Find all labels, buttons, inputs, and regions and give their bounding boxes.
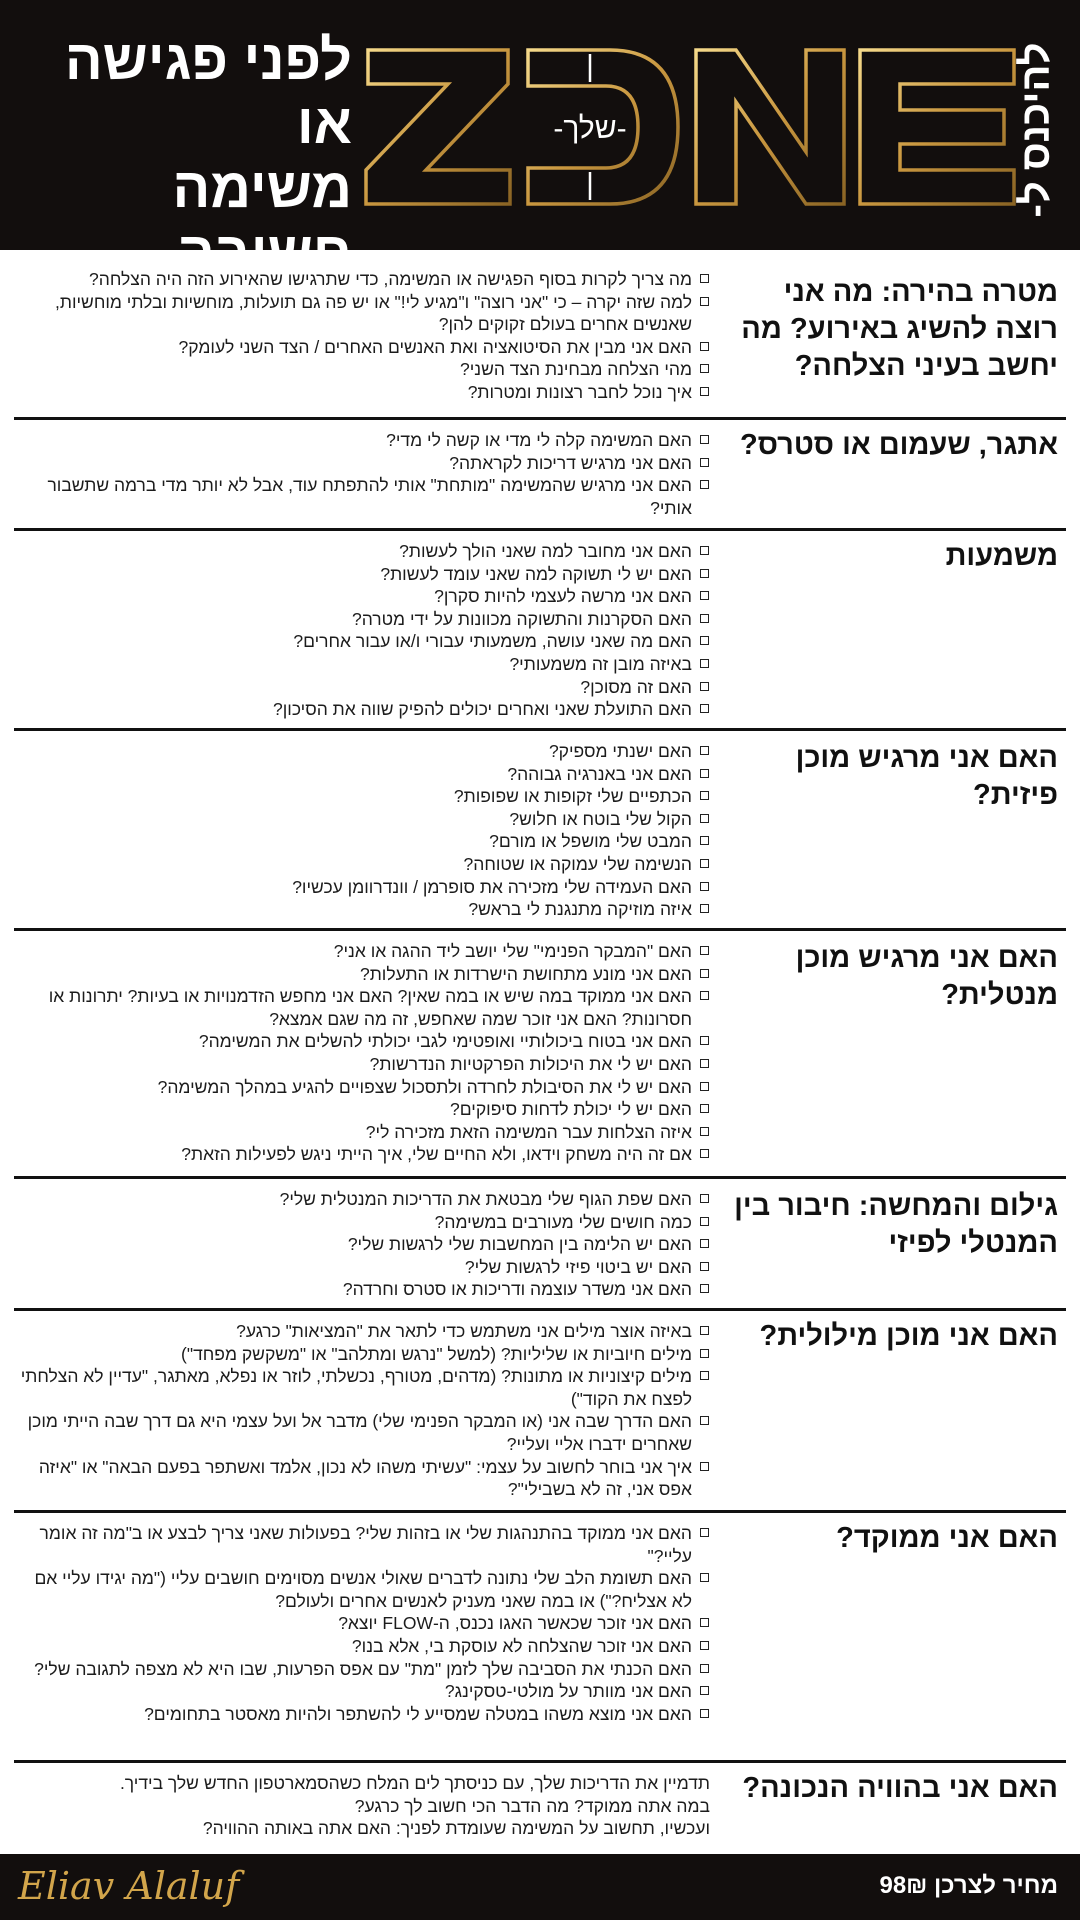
- checklist-item: האם הדרך שבה אני (או המבקר הפנימי שלי) מדבר אל ועל עצמי היא גם דרך שבה הייתי מוכן שאחרים ידברו אליי ועליי?: [12, 1410, 710, 1455]
- checklist-item: האם התועלת שאני ואחרים יכולים להפיק שווה את הסיכון?: [12, 698, 710, 721]
- section-divider: [14, 528, 1066, 531]
- checklist-item: באיזה אוצר מילים אני משתמש כדי לתאר את "המציאות" כרגע?: [12, 1320, 710, 1343]
- paragraph-line: ועכשיו, תחשוב על המשימה שעומדת לפניך: האם אתה באותה ההוויה?: [202, 1818, 710, 1839]
- section-divider: [14, 928, 1066, 931]
- section-divider: [14, 1760, 1066, 1763]
- checklist-item: האם שפת הגוף שלי מבטאת את הדריכות המנטלית שלי?: [12, 1188, 710, 1211]
- checklist-item: האם הסקרנות והתשוקה מכוונות על ידי מטרה?: [12, 608, 710, 631]
- price-label: מחיר לצרכן 98₪: [879, 1872, 1058, 1899]
- checklist-item: האם יש לי את היכולות הפרקטיות הנדרשות?: [12, 1053, 710, 1076]
- checklist-item: הכתפיים שלי זקופות או שפופות?: [12, 785, 710, 808]
- section-items: [12, 940, 710, 1166]
- section-title: האם אני מוכן מילולית?: [759, 1320, 1058, 1352]
- checklist-item: האם אני משדר עוצמה ודריכות או סטרס וחרדה?: [12, 1278, 710, 1301]
- brand-signature: Eliav Alaluf: [18, 1864, 240, 1908]
- section-title: גילום והמחשה: חיבור בין המנטלי לפיזי: [734, 1190, 1058, 1259]
- checklist-item: הנשימה שלי עמוקה או שטוחה?: [12, 853, 710, 876]
- checklist-item: האם המשימה קלה לי מדי או קשה לי מדי?: [12, 429, 710, 452]
- checklist-item: איך אני בוחר לחשוב על עצמי: "עשיתי משהו לא נכון, אלמד ואשתפר בפעם הבאה" או "איזה אפס אני, זה לא בשבילי"?: [12, 1456, 710, 1501]
- checklist-item: האם אני בטוח ביכולותיי ואופטימי לגבי יכולתי להשלים את המשימה?: [12, 1030, 710, 1053]
- checklist-item: האם ישנתי מספיק?: [12, 740, 710, 763]
- checklist-item: כמה חושים שלי מעורבים במשימה?: [12, 1211, 710, 1234]
- logo-inner-text: -שלך-: [553, 112, 627, 145]
- zone-logo-graphic: [360, 42, 1020, 212]
- checklist-item: מילים חיוביות או שליליות? (למשל "נרגש ומתלהב" או "משקשק מפחד"): [12, 1343, 710, 1366]
- section-items: [12, 1320, 710, 1501]
- checklist-item: מילים קיצוניות או מתונות? (מדהים, מטורף, נכשלתי, לוזר או נפלא, מאתגר, "עדיין לא הצלחתי לפצח את הקוד"): [12, 1365, 710, 1410]
- header-title: [42, 28, 352, 284]
- section-items: [12, 1522, 710, 1725]
- checklist-item: האם יש לי תשוקה למה שאני עומד לעשות?: [12, 563, 710, 586]
- section-items: [12, 1188, 710, 1301]
- checklist-item: האם אני מחובר למה שאני הולך לעשות?: [12, 540, 710, 563]
- checklist-item: באיזה מובן זה משמעותי?: [12, 653, 710, 676]
- checklist-item: האם אני מבין את הסיטואציה ואת האנשים האחרים / הצד השני לעומק?: [12, 336, 710, 359]
- header-title-line: או: [296, 92, 352, 155]
- checklist-item: האם יש לי את הסיבולת לחרדה ולתסכול שצפויים להגיע במהלך המשימה?: [12, 1076, 710, 1099]
- footer-bar: [0, 1854, 1080, 1920]
- section-divider: [14, 417, 1066, 420]
- section-title: האם אני מרגיש מוכן מנטלית?: [795, 942, 1058, 1011]
- section-items: [12, 268, 710, 404]
- checklist-item: האם מה שאני עושה, משמעותי עבורי ו/או עבור אחרים?: [12, 630, 710, 653]
- section-title: אתגר, שעמום או סטרס?: [740, 429, 1058, 461]
- checklist-item: האם יש לי יכולת לדחות סיפוקים?: [12, 1098, 710, 1121]
- paragraph-line: במה אתה ממוקד? מה הדבר הכי חשוב לך כרגע?: [354, 1795, 710, 1816]
- section-items: [12, 1772, 710, 1840]
- checklist-item: האם יש ביטוי פיזי לרגשות שלי?: [12, 1256, 710, 1279]
- section-title: האם אני מרגיש מוכן פיזית?: [795, 742, 1058, 811]
- checklist-item: האם זה מסוכן?: [12, 676, 710, 699]
- checklist-item: איזה הצלחות עבר המשימה הזאת מזכירה לי?: [12, 1121, 710, 1144]
- checklist-item: איזה מוזיקה מתנגנת לי בראש?: [12, 898, 710, 921]
- checklist-item: האם אני באנרגיה גבוהה?: [12, 763, 710, 786]
- checklist-item: האם אני מרגיש דריכות לקראתה?: [12, 452, 710, 475]
- checklist-item: האם אני זוכר שכאשר האגו נכנס, ה-FLOW יוצא?: [12, 1612, 710, 1635]
- paragraph-line: תדמיין את הדריכות שלך, עם כניסתך לים המלח כשהסמארטפון החדש שלך בידיך.: [119, 1773, 710, 1793]
- checklist-item: האם אני ממוקד בהתנהגות שלי או בזהות שלי? בפעולות שאני צריך לבצע או ב"מה זה אומר עליי?": [12, 1522, 710, 1567]
- section-divider: [14, 1176, 1066, 1179]
- checklist-item: האם אני ממוקד במה שיש או במה שאין? האם אני מחפש הזדמנויות או בעיות? יתרונות או חסרונות? האם אני זוכר שמה שאחפש, זה מה שגם אמצא?: [12, 985, 710, 1030]
- section-items: [12, 740, 710, 921]
- checklist-item: מה צריך לקרות בסוף הפגישה או המשימה, כדי שתרגישו שהאירוע הזה היה הצלחה?: [12, 268, 710, 291]
- checklist-item: האם יש הלימה בין המחשבות שלי לרגשות שלי?: [12, 1233, 710, 1256]
- section-items: [12, 540, 710, 721]
- section-items: [12, 429, 710, 519]
- section-title: האם אני בהוויה הנכונה?: [742, 1772, 1058, 1804]
- checklist-item: המבט שלי מושפל או מורם?: [12, 830, 710, 853]
- zone-logo: [360, 42, 1020, 212]
- checklist-item: האם אני מרשה לעצמי להיות סקרן?: [12, 585, 710, 608]
- section-title: האם אני ממוקד?: [836, 1522, 1058, 1554]
- checklist-item: האם העמידה שלי מזכירה את סופרמן / וונדרוומן עכשיו?: [12, 876, 710, 899]
- checklist-item: האם אני מונע מתחושת הישרדות או התעלות?: [12, 963, 710, 986]
- checklist-item: מהי הצלחה מבחינת הצד השני?: [12, 358, 710, 381]
- checklist-item: איך נוכל לחבר רצונות ומטרות?: [12, 381, 710, 404]
- section-title: משמעות: [945, 540, 1058, 572]
- header-vertical-label: להיכנס ל-: [1013, 42, 1058, 218]
- section-divider: [14, 1308, 1066, 1311]
- checklist-item: האם הכנתי את הסביבה שלך לזמן "מת" עם אפס הפרעות, שבו היא לא מצפה לתגובה שלי?: [12, 1658, 710, 1681]
- checklist-item: למה שזה יקרה – כי "אני רוצה" ו"מגיע לי!" או יש פה גם תועלות, מוחשיות ובלתי מוחשיות, שאנשים אחרים בעולם זקוקים להן?: [12, 291, 710, 336]
- checklist-item: האם "המבקר הפנימי" שלי יושב ליד ההגה או אני?: [12, 940, 710, 963]
- checklist-item: האם אני מוצא משהו במטלה שמסייע לי להשתפר ולהיות מאסטר בתחומים?: [12, 1703, 710, 1726]
- header-title-line: לפני פגישה: [64, 28, 352, 91]
- section-divider: [14, 728, 1066, 731]
- checklist-item: האם אני זוכר שהצלחה לא עוסקת בי, אלא בנו?: [12, 1635, 710, 1658]
- section-title: מטרה בהירה: מה אני רוצה להשיג באירוע? מה יחשב בעיני הצלחה?: [741, 276, 1058, 382]
- section-divider: [14, 1510, 1066, 1513]
- header-title-line: משימה חשובה: [172, 156, 352, 283]
- checklist-item: האם תשומת הלב שלי נתונה לדברים שאולי אנשים מסוימים חושבים עליי ("מה יגידו עליי אם לא אצליח?") או במה שאני מעניק לאנשים אחרים ולעולם?: [12, 1567, 710, 1612]
- checklist-item: האם אני מרגיש שהמשימה "מותחת" אותי להתפתח עוד, אבל לא יותר מדי ברמה שתשבור אותי?: [12, 474, 710, 519]
- checklist-item: האם אני מוותר על מולטי-טסקינג?: [12, 1680, 710, 1703]
- checklist-item: אם זה היה משחק וידאו, ולא החיים שלי, איך הייתי ניגש לפעילות הזאת?: [12, 1143, 710, 1166]
- checklist-item: הקול שלי בוטח או חלוש?: [12, 808, 710, 831]
